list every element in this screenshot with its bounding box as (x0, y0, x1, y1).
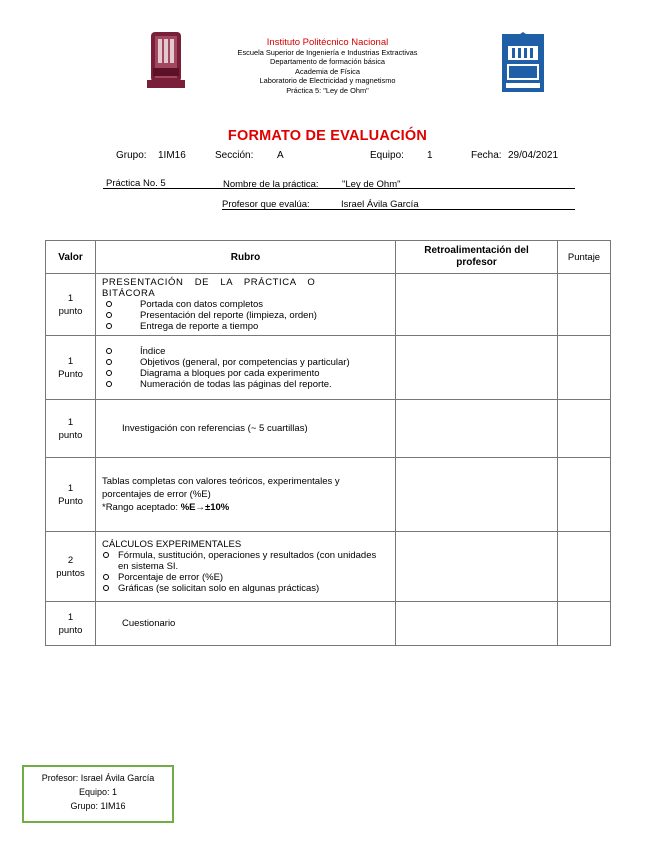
team-value: 1 (427, 150, 433, 161)
feedback-cell[interactable] (396, 274, 558, 336)
table-row (46, 400, 611, 458)
valor-cell: 2 puntos (46, 532, 96, 602)
feedback-cell[interactable] (396, 602, 558, 646)
range-line (102, 501, 389, 514)
valor-cell: 1 Punto (46, 336, 96, 400)
practice-name-value: "Ley de Ohm" (342, 179, 401, 190)
group-value: 1IM16 (158, 150, 186, 161)
feedback-cell[interactable] (396, 400, 558, 458)
footer-team: Equipo: 1 (78, 787, 118, 797)
score-cell[interactable] (558, 336, 611, 400)
header-block (190, 38, 465, 96)
list-item: Presentación del reporte (limpieza, orden) (102, 310, 389, 321)
score-cell[interactable] (558, 274, 611, 336)
valor-cell: 1 Punto (46, 458, 96, 532)
evaluation-table (45, 240, 611, 646)
list-item: Índice (102, 346, 389, 357)
table-row (46, 532, 611, 602)
rubro-text: Investigación con referencias (~ 5 cuartillas) (122, 423, 308, 434)
valor-cell: 1 punto (46, 602, 96, 646)
rubro-cell (96, 602, 396, 646)
practice-line (103, 177, 575, 189)
list-item: Fórmula, sustitución, operaciones y resultados (con unidades en sistema SI. (102, 550, 389, 572)
professor-label: Profesor que evalúa: (222, 199, 310, 210)
practice-number: Práctica No. 5 (106, 178, 166, 189)
footer-professor: Profesor: Israel Ávila García (41, 773, 155, 783)
rubro-cell (96, 458, 396, 532)
date-value: 29/04/2021 (508, 150, 559, 161)
valor-cell: 1 punto (46, 274, 96, 336)
table-row (46, 602, 611, 646)
ipn-logo (145, 30, 187, 90)
institution-name: Instituto Politécnico Nacional (266, 37, 389, 48)
list-item: Portada con datos completos (102, 299, 389, 310)
feedback-cell[interactable] (396, 458, 558, 532)
department-name: Departamento de formación básica (269, 57, 386, 67)
table-header-row (46, 241, 611, 274)
footer-group: Grupo: 1IM16 (70, 801, 126, 811)
list-item: Numeración de todas las páginas del reporte. (102, 379, 389, 390)
footer-info-box (22, 765, 174, 823)
header-retroalimentacion: Retroalimentación del profesor (396, 241, 558, 274)
list-item: Porcentaje de error (%E) (102, 572, 389, 583)
table-row (46, 274, 611, 336)
score-cell[interactable] (558, 458, 611, 532)
score-cell[interactable] (558, 602, 611, 646)
list-item: Gráficas (se solicitan solo en algunas prácticas) (102, 583, 389, 594)
list-item: Objetivos (general, por competencias y particular) (102, 357, 389, 368)
practice-name: Práctica 5: "Ley de Ohm" (286, 85, 369, 95)
range-label: *Rango aceptado: (102, 502, 179, 513)
table-row (46, 336, 611, 400)
rubro-cell (96, 274, 396, 336)
range-value: %E→±10% (180, 502, 230, 513)
section-label: Sección: (215, 150, 254, 161)
practice-name-label: Nombre de la práctica: (223, 179, 319, 190)
rubro-cell (96, 532, 396, 602)
date-label: Fecha: (471, 150, 502, 161)
rubro-cell (96, 400, 396, 458)
team-label: Equipo: (370, 150, 404, 161)
table-row (46, 458, 611, 532)
rubro-title: PRESENTACIÓN DE LA PRÁCTICA O BITÁCORA (102, 277, 316, 299)
list-item: Entrega de reporte a tiempo (102, 321, 389, 332)
header-valor: Valor (46, 241, 96, 274)
professor-value: Israel Ávila García (341, 199, 419, 210)
score-cell[interactable] (558, 400, 611, 458)
valor-cell: 1 punto (46, 400, 96, 458)
school-name: Escuela Superior de Ingeniería e Industrias Extractivas (237, 47, 418, 57)
esiqie-logo (500, 30, 546, 96)
academy-name: Academia de Física (295, 66, 360, 76)
feedback-cell[interactable] (396, 532, 558, 602)
rubro-title: CÁLCULOS EXPERIMENTALES (102, 539, 242, 550)
feedback-cell[interactable] (396, 336, 558, 400)
rubro-text: Tablas completas con valores teóricos, experimentales y porcentajes de error (%E) (102, 476, 340, 500)
group-label: Grupo: (116, 150, 147, 161)
header-rubro: Rubro (96, 241, 396, 274)
laboratory-name: Laboratorio de Electricidad y magnetismo (259, 76, 396, 86)
rubro-text: Cuestionario (122, 618, 176, 629)
list-item: Diagrama a bloques por cada experimento (102, 368, 389, 379)
score-cell[interactable] (558, 532, 611, 602)
header-puntaje: Puntaje (558, 241, 611, 274)
rubro-cell (96, 336, 396, 400)
page-title: FORMATO DE EVALUACIÓN (227, 128, 428, 144)
section-value: A (277, 150, 284, 161)
